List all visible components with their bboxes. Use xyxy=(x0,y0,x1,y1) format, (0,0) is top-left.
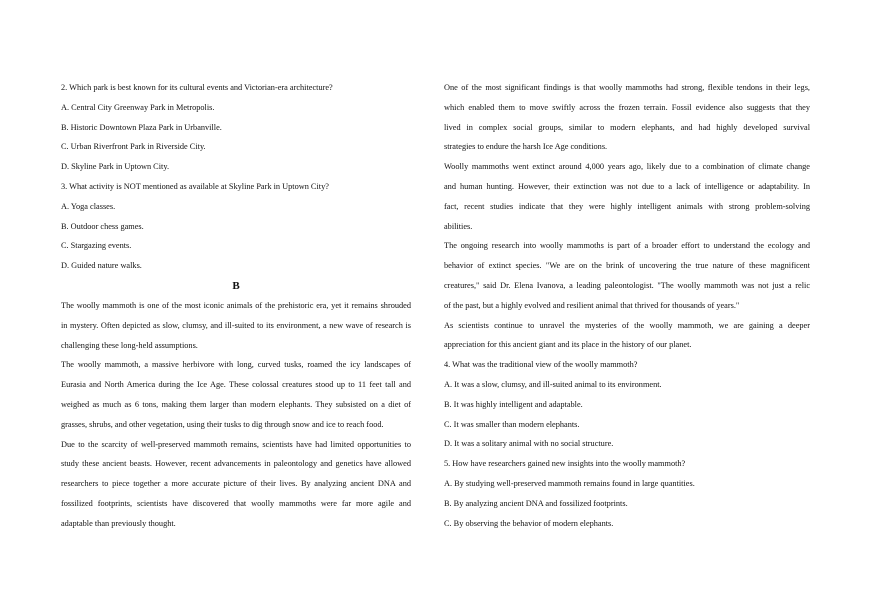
question-3 xyxy=(61,177,411,276)
answer-option: B. By analyzing ancient DNA and fossilized footprints. xyxy=(444,498,628,508)
paragraph xyxy=(444,316,810,356)
answer-option: A. Yoga classes. xyxy=(61,201,116,211)
text-line: Woolly mammoths went extinct around 4,000 years ago, likely due to a combination of climate change xyxy=(444,162,810,172)
answer-option: A. It was a slow, clumsy, and ill-suited animal to its environment. xyxy=(444,379,662,389)
paragraph xyxy=(444,236,810,315)
right-column xyxy=(444,78,810,533)
answer-option: C. Stargazing events. xyxy=(61,241,132,251)
question-2 xyxy=(61,78,411,177)
answer-option: B. Historic Downtown Plaza Park in Urbanville. xyxy=(61,122,222,132)
section-heading: B xyxy=(232,279,240,292)
answer-option: D. Guided nature walks. xyxy=(61,261,142,271)
answer-option: A. By studying well-preserved mammoth remains found in large quantities. xyxy=(444,478,695,488)
text-line: One of the most significant findings is that woolly mammoths had strong, flexible tendons in their legs, xyxy=(444,83,810,92)
paragraph xyxy=(61,296,411,355)
question-stem: 4. What was the traditional view of the woolly mammoth? xyxy=(444,360,638,370)
paragraph xyxy=(61,435,411,534)
question-stem: 5. How have researchers gained new insights into the woolly mammoth? xyxy=(444,459,686,469)
text-line: Due to the scarcity of well-preserved mammoth remains, scientists have had limited opportunities to xyxy=(61,439,411,449)
text-line: The woolly mammoth, a massive herbivore with long, curved tusks, roamed the icy landscapes of xyxy=(61,360,411,370)
paragraph xyxy=(61,355,411,434)
question-4 xyxy=(444,355,810,454)
text-line: researchers to piece together a more accurate picture of their lives. By analyzing ancient DNA and xyxy=(61,479,411,489)
text-line: lived in complex social groups, similar to modern elephants, and had highly developed survival xyxy=(444,122,810,132)
question-stem: 2. Which park is best known for its cultural events and Victorian-era architecture? xyxy=(61,83,333,92)
answer-option: C. By observing the behavior of modern elephants. xyxy=(444,518,614,528)
text-line: behavior of extinct species. "We are on the brink of uncovering the true nature of these magnificent xyxy=(444,261,810,271)
answer-option: C. Urban Riverfront Park in Riverside City. xyxy=(61,142,206,152)
text-line: creatures," said Dr. Elena Ivanova, a leading paleontologist. "The woolly mammoth was not just a relic xyxy=(444,280,810,290)
text-line: fossilized footprints, scientists have discovered that woolly mammoths were far more agile and xyxy=(61,498,411,508)
text-line: adaptable than previously thought. xyxy=(61,518,176,528)
text-line: of the past, but a highly evolved and resilient animal that thrived for thousands of years." xyxy=(444,300,740,310)
text-line: The woolly mammoth is one of the most iconic animals of the prehistoric era, yet it remains shrouded xyxy=(61,300,411,310)
answer-option: B. Outdoor chess games. xyxy=(61,221,144,231)
text-line: strategies to endure the harsh Ice Age conditions. xyxy=(444,142,608,152)
text-line: which enabled them to move swiftly across the frozen terrain. Fossil evidence also suggests that they xyxy=(444,102,810,112)
text-line: abilities. xyxy=(444,221,473,231)
answer-option: A. Central City Greenway Park in Metropolis. xyxy=(61,102,215,112)
text-line: fact, recent studies indicate that they were highly intelligent animals with strong problem-solving xyxy=(444,201,810,211)
question-5 xyxy=(444,454,810,533)
answer-option: D. It was a solitary animal with no social structure. xyxy=(444,439,614,449)
answer-option: B. It was highly intelligent and adaptable. xyxy=(444,399,583,409)
answer-option: D. Skyline Park in Uptown City. xyxy=(61,162,170,172)
text-line: As scientists continue to unravel the mysteries of the woolly mammoth, we are gaining a deeper xyxy=(444,320,810,330)
text-line: grasses, shrubs, and other vegetation, using their tusks to dig through snow and ice to reach food. xyxy=(61,419,384,429)
text-line: study these ancient beasts. However, recent advancements in paleontology and genetics have allowed xyxy=(61,459,411,469)
text-line: The ongoing research into woolly mammoths is part of a broader effort to understand the ecology and xyxy=(444,241,810,251)
left-column xyxy=(61,78,411,534)
text-line: in mystery. Often depicted as slow, clumsy, and ill-suited to its environment, a new wave of research is xyxy=(61,320,411,330)
text-line: and human hunting. However, their extinction was not due to a lack of intelligence or adaptability. In xyxy=(444,181,810,191)
text-line: Eurasia and North America during the Ice Age. These colossal creatures stood up to 11 feet tall and xyxy=(61,380,411,390)
paragraph xyxy=(444,78,810,157)
text-line: appreciation for this ancient giant and its place in the history of our planet. xyxy=(444,340,692,350)
text-line: weighed as much as 6 tons, making them larger than modern elephants. They subsisted on a diet of xyxy=(61,399,411,409)
text-line: challenging these long-held assumptions. xyxy=(61,340,198,350)
question-stem: 3. What activity is NOT mentioned as available at Skyline Park in Uptown City? xyxy=(61,181,329,191)
paragraph xyxy=(444,157,810,236)
answer-option: C. It was smaller than modern elephants. xyxy=(444,419,580,429)
